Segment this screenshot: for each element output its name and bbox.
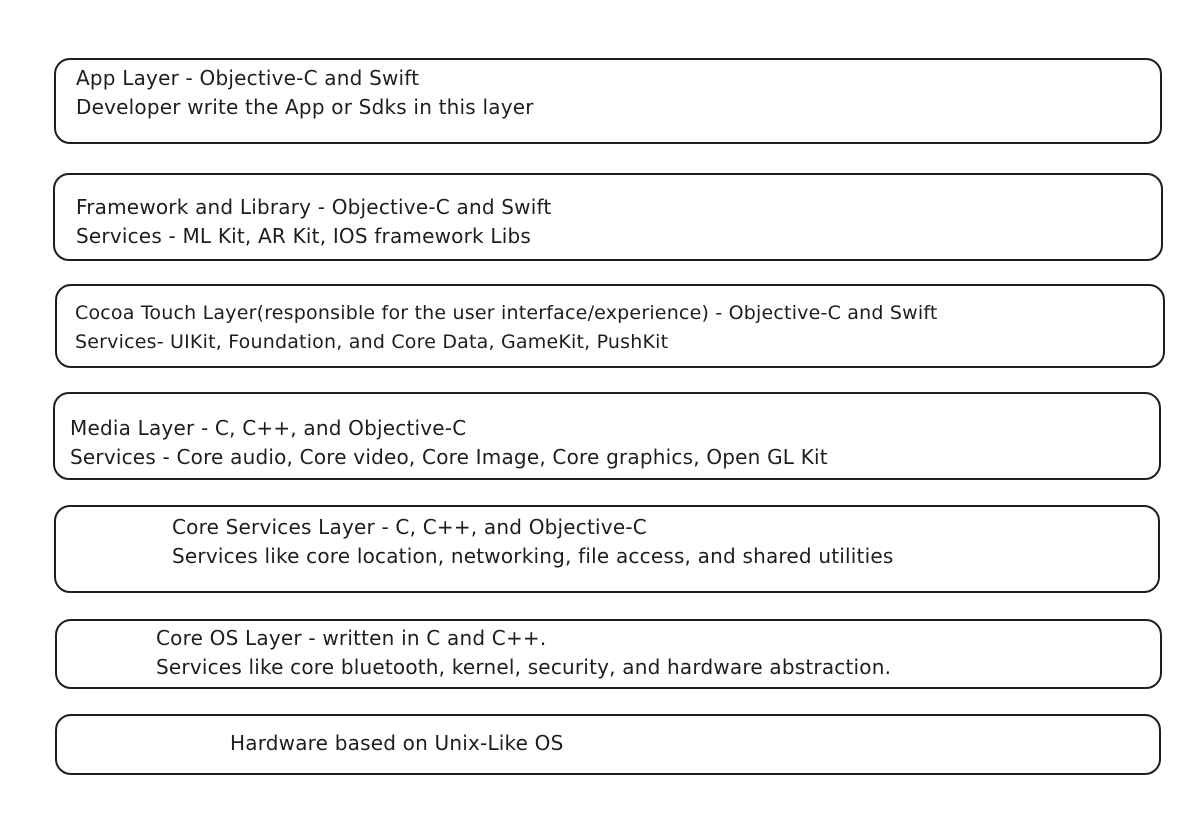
- core-services-layer-text: [172, 513, 893, 571]
- hardware-box: [55, 714, 1161, 775]
- core-os-layer-text: [156, 624, 891, 682]
- core-services-layer-title: Core Services Layer - C, C++, and Objective-C: [172, 515, 647, 539]
- hardware-title: Hardware based on Unix-Like OS: [230, 731, 564, 755]
- media-layer-title: Media Layer - C, C++, and Objective-C: [70, 416, 467, 440]
- cocoa-touch-layer-services: Services- UIKit, Foundation, and Core Data, GameKit, PushKit: [75, 331, 669, 353]
- core-services-layer-services: Services like core location, networking, file access, and shared utilities: [172, 544, 894, 568]
- app-layer-description: Developer write the App or Sdks in this layer: [76, 95, 534, 119]
- media-layer-text: [70, 414, 828, 472]
- hardware-text: [230, 729, 564, 758]
- media-layer-services: Services - Core audio, Core video, Core Image, Core graphics, Open GL Kit: [70, 445, 828, 469]
- cocoa-touch-layer-text: [75, 299, 938, 357]
- framework-library-services: Services - ML Kit, AR Kit, IOS framework Libs: [76, 224, 531, 248]
- cocoa-touch-layer-title: Cocoa Touch Layer(responsible for the user interface/experience) - Objective-C and Swift: [75, 302, 938, 324]
- core-os-layer-services: Services like core bluetooth, kernel, security, and hardware abstraction.: [156, 655, 892, 679]
- framework-library-text: [76, 193, 551, 251]
- framework-library-title: Framework and Library - Objective-C and Swift: [76, 195, 552, 219]
- core-os-layer-title: Core OS Layer - written in C and C++.: [156, 626, 547, 650]
- app-layer-title: App Layer - Objective-C and Swift: [76, 66, 420, 90]
- app-layer-text: [76, 64, 534, 122]
